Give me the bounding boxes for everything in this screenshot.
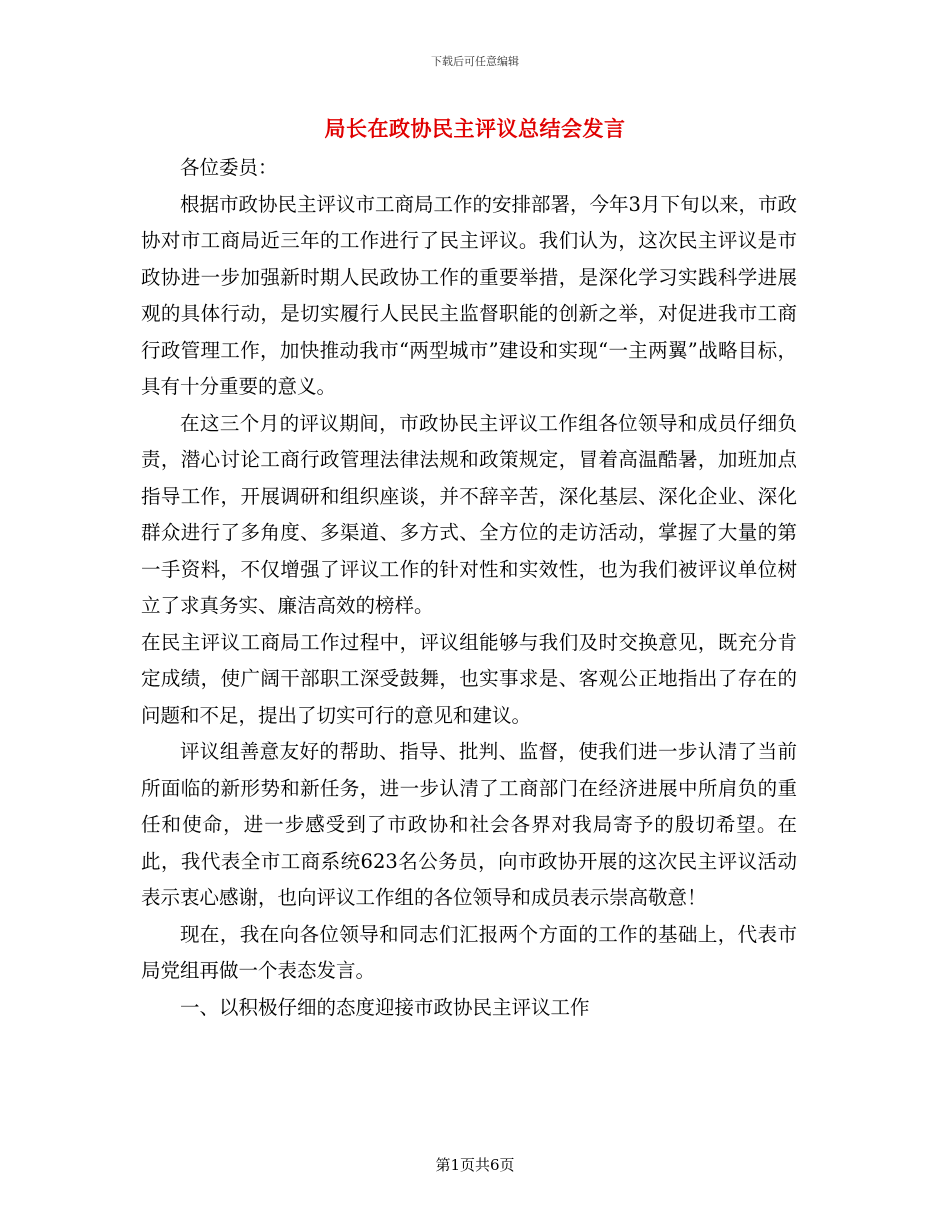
paragraph-2: 在这三个月的评议期间，市政协民主评议工作组各位领导和成员仔细负责，潜心讨论工商行政管理法律法规和政策规定，冒着高温酷暑，加班加点指导工作，开展调研和组织座谈，并不辞辛苦，深化基层、深化企业、深化群众进行了多角度、多渠道、多方式、全方位的走访活动，掌握了大量的第一手资料，不仅增强了评议工作的针对性和实效性，也为我们被评议单位树立了求真务实、廉洁高效的榜样。 <box>141 411 797 617</box>
header-note: 下载后可任意编辑 <box>431 55 519 68</box>
paragraph-4: 评议组善意友好的帮助、指导、批判、监督，使我们进一步认清了当前所面临的新形势和新任务，进一步认清了工商部门在经济进展中所肩负的重任和使命，进一步感受到了市政协和社会各界对我局寄予的殷切希望。在此，我代表全市工商系统623名公务员，向市政协开展的这次民主评议活动表示衷心感谢，也向评议工作组的各位领导和成员表示崇高敬意！ <box>141 740 797 909</box>
paragraph-1: 根据市政协民主评议市工商局工作的安排部署，今年3月下旬以来，市政协对市工商局近三年的工作进行了民主评议。我们认为，这次民主评议是市政协进一步加强新时期人民政协工作的重要举措，是深化学习实践科学进展观的具体行动，是切实履行人民民主监督职能的创新之举，对促进我市工商行政管理工作，加快推动我市“两型城市”建设和实现“一主两翼”战略目标，具有十分重要的意义。 <box>141 192 797 398</box>
section-heading-1: 一、以积极仔细的态度迎接市政协民主评议工作 <box>180 995 590 1019</box>
document-title: 局长在政协民主评议总结会发言 <box>324 117 626 141</box>
page-number: 第1页共6页 <box>435 1156 515 1174</box>
salutation: 各位委员： <box>180 156 278 179</box>
document-body <box>141 150 797 1026</box>
paragraph-5: 现在，我在向各位领导和同志们汇报两个方面的工作的基础上，代表市局党组再做一个表态发言。 <box>141 922 797 982</box>
paragraph-3: 在民主评议工商局工作过程中，评议组能够与我们及时交换意见，既充分肯定成绩，使广阔干部职工深受鼓舞，也实事求是、客观公正地指出了存在的问题和不足，提出了切实可行的意见和建议。 <box>141 630 797 727</box>
